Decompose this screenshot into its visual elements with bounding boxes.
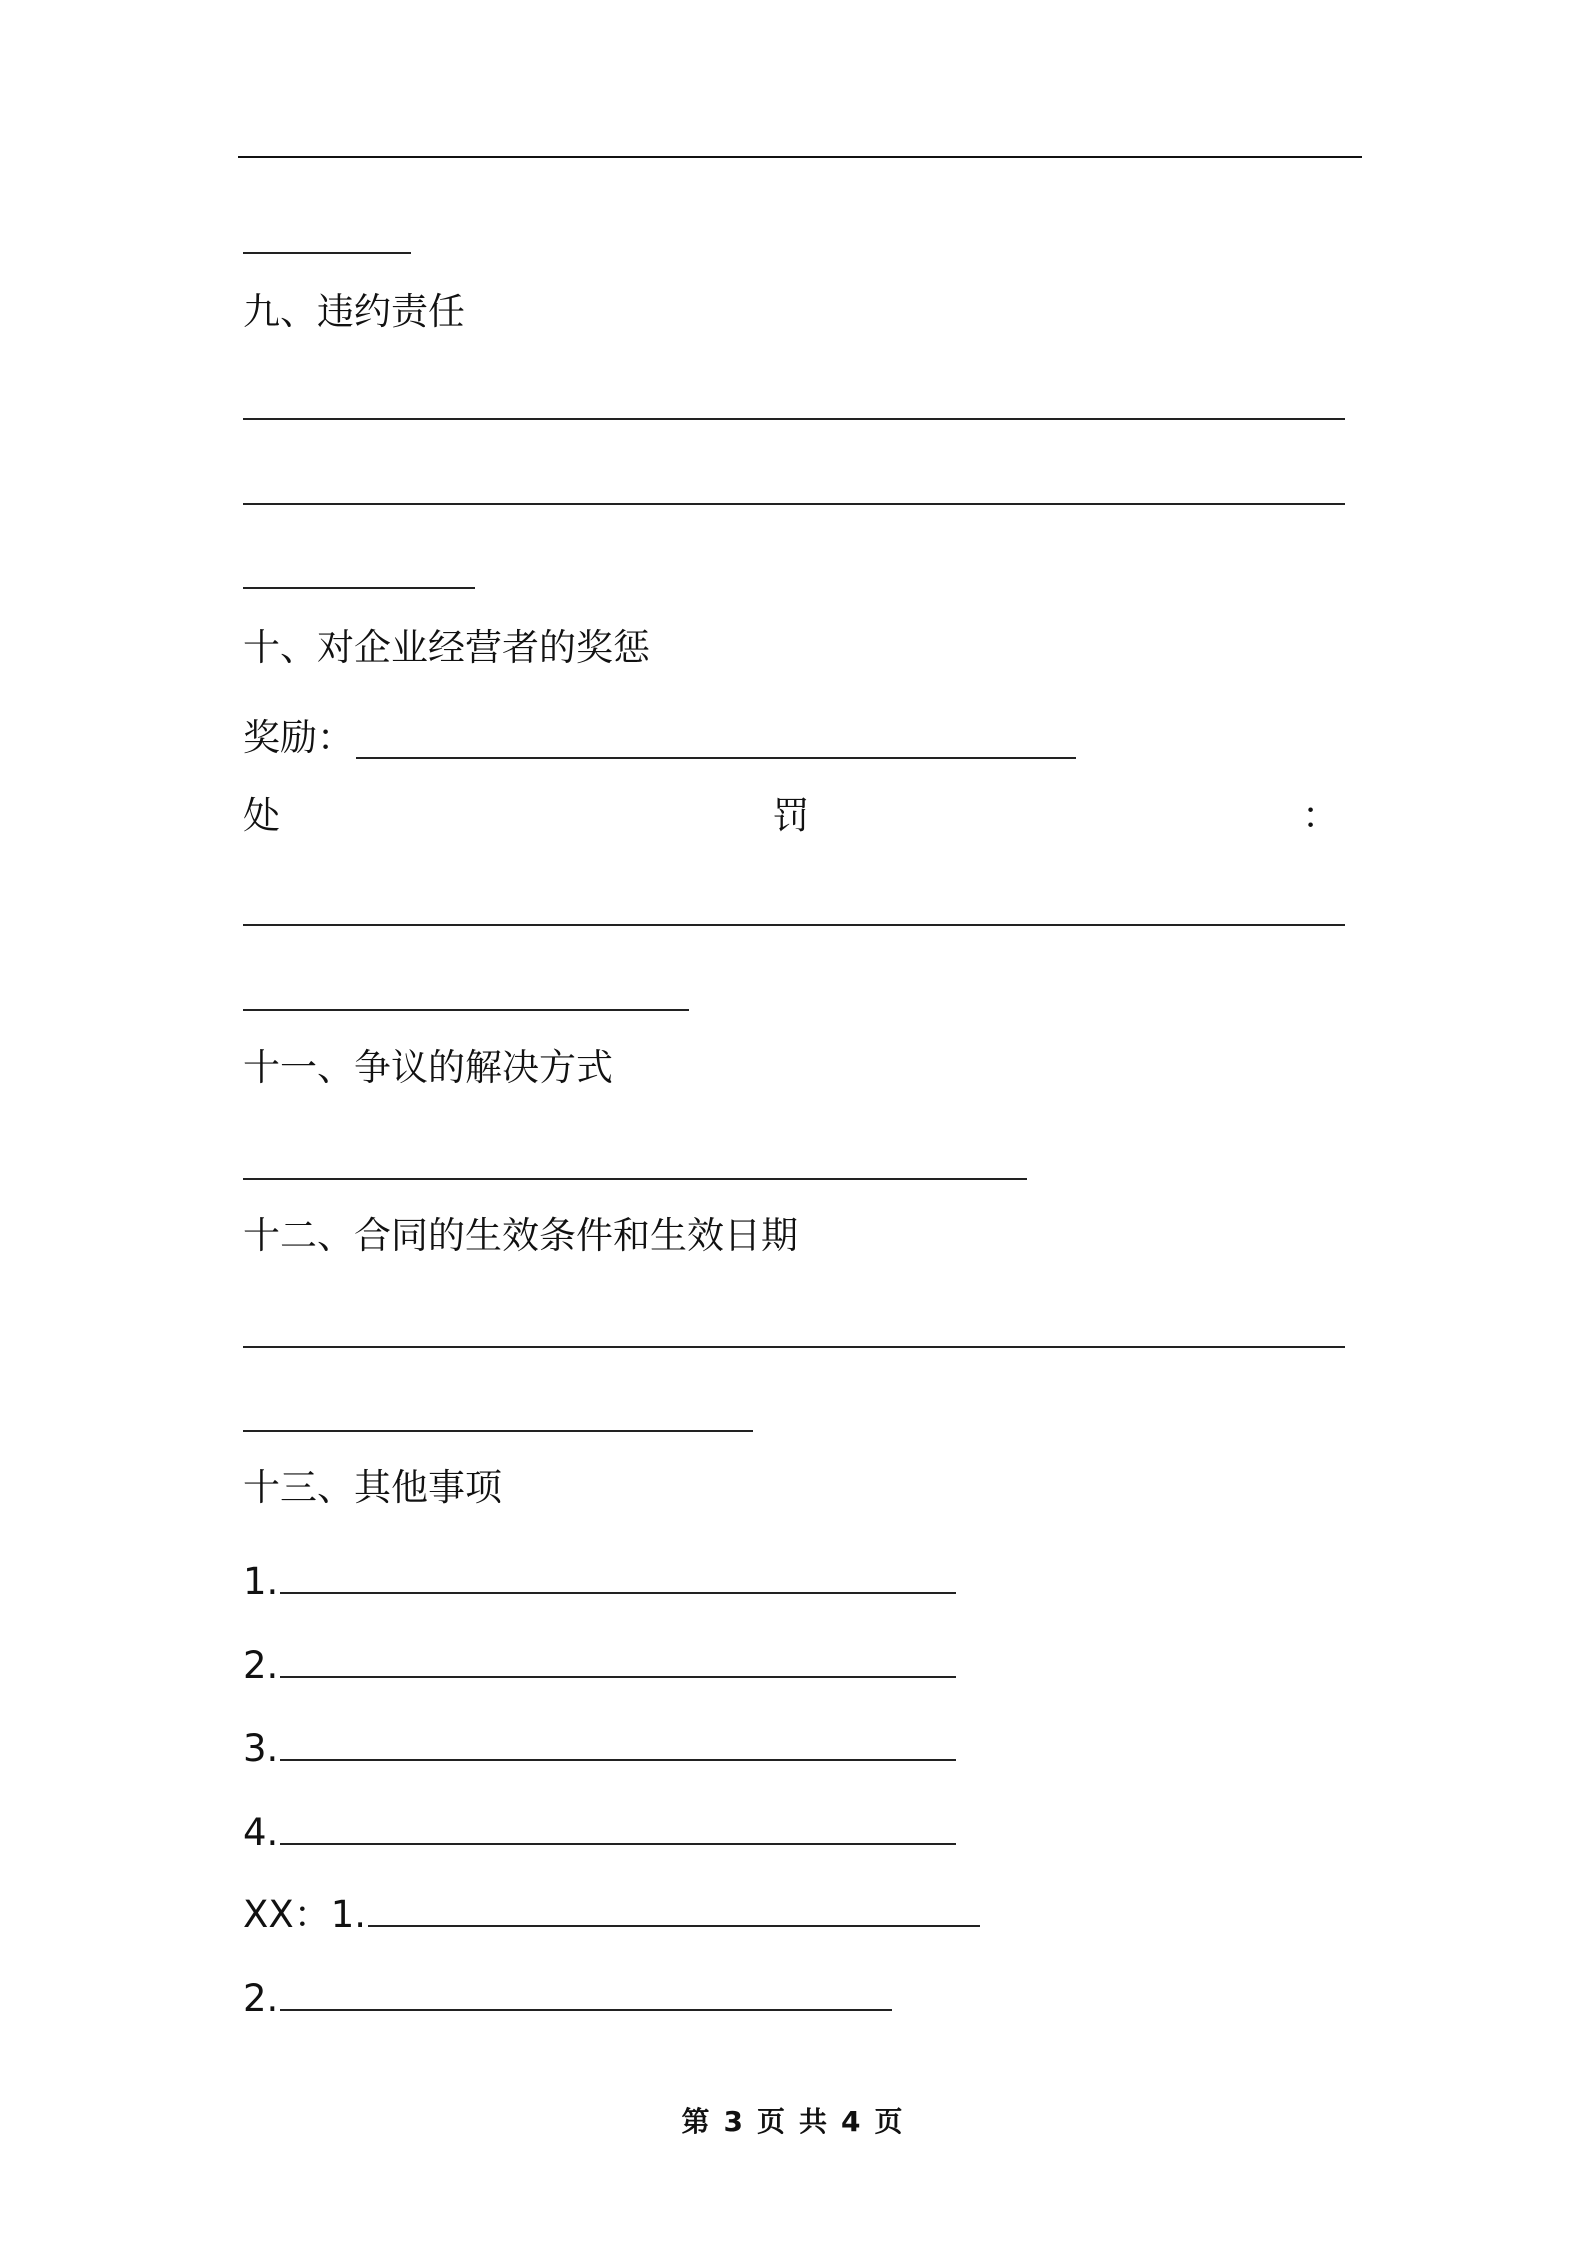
penalty-blank bbox=[243, 1009, 689, 1011]
penalty-char: 罚 bbox=[772, 794, 810, 837]
item-number: 4. bbox=[243, 1811, 279, 1854]
xx-label: XX：1. bbox=[243, 1893, 366, 1936]
penalty-label bbox=[243, 794, 1339, 838]
fill-blank bbox=[243, 587, 475, 589]
item-number: 3. bbox=[243, 1727, 279, 1770]
reward-label: 奖励： bbox=[243, 716, 354, 759]
section-12-heading: 十二、合同的生效条件和生效日期 bbox=[243, 1214, 798, 1257]
footer-word: 页 bbox=[756, 2105, 787, 2138]
item-blank bbox=[280, 1729, 956, 1761]
total-page-number: 4 bbox=[841, 2105, 863, 2138]
footer-word: 第 bbox=[681, 2105, 712, 2138]
other-item-4 bbox=[243, 1811, 956, 1855]
item-number: 2. bbox=[243, 1644, 279, 1687]
xx-item-1 bbox=[243, 1893, 980, 1937]
item-blank bbox=[280, 1562, 956, 1594]
section-10-heading: 十、对企业经营者的奖惩 bbox=[243, 626, 650, 669]
page-footer bbox=[0, 2100, 1586, 2140]
penalty-blank bbox=[243, 924, 1345, 926]
section-13-heading: 十三、其他事项 bbox=[243, 1466, 502, 1509]
current-page-number: 3 bbox=[723, 2105, 745, 2138]
header-rule bbox=[238, 156, 1362, 158]
item-number: 2. bbox=[243, 1977, 279, 2020]
item-blank bbox=[280, 1979, 892, 2011]
dispute-blank bbox=[243, 1178, 1027, 1180]
fill-blank bbox=[243, 418, 1345, 420]
item-blank bbox=[368, 1895, 980, 1927]
penalty-char: ： bbox=[1302, 794, 1339, 837]
other-item-2 bbox=[243, 1644, 956, 1688]
xx-item-2 bbox=[243, 1977, 892, 2021]
section-11-heading: 十一、争议的解决方式 bbox=[243, 1046, 613, 1089]
other-item-3 bbox=[243, 1727, 956, 1771]
footer-word: 页 bbox=[874, 2105, 905, 2138]
item-blank bbox=[280, 1646, 956, 1678]
footer-word: 共 bbox=[799, 2105, 830, 2138]
item-number: 1. bbox=[243, 1560, 279, 1603]
other-item-1 bbox=[243, 1560, 956, 1604]
fill-blank bbox=[243, 252, 411, 254]
effective-blank bbox=[243, 1346, 1345, 1348]
section-9-heading: 九、违约责任 bbox=[243, 290, 465, 333]
fill-blank bbox=[243, 503, 1345, 505]
reward-blank bbox=[356, 757, 1076, 759]
effective-blank bbox=[243, 1430, 753, 1432]
penalty-char: 处 bbox=[243, 794, 280, 837]
item-blank bbox=[280, 1813, 956, 1845]
